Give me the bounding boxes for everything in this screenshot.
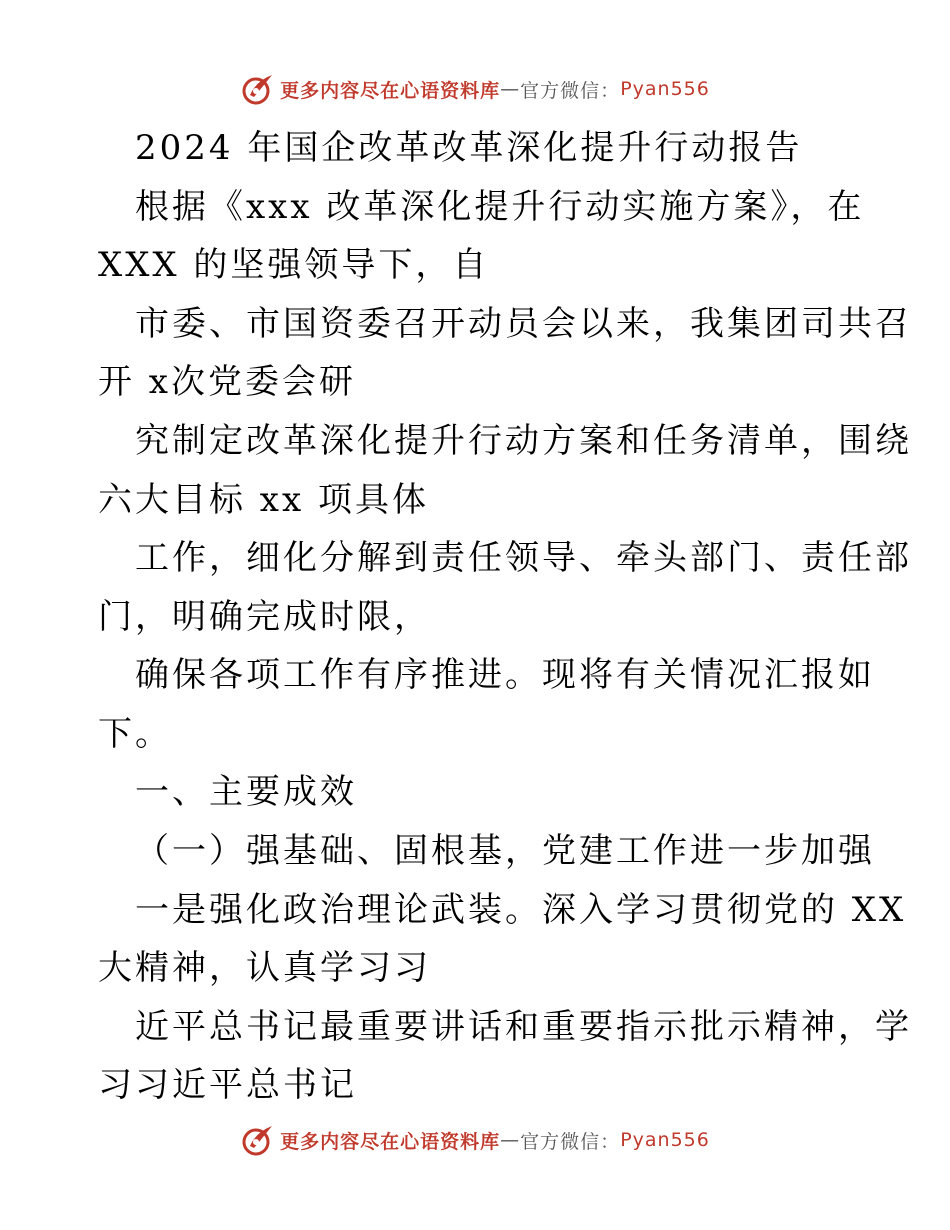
paragraph-line: 究制定改革深化提升行动方案和任务清单，围绕 xyxy=(135,421,912,461)
paragraph-line: 下。 xyxy=(98,714,172,754)
watermark-text: 更多内容尽在心语资料库 xyxy=(280,79,501,102)
watermark-label: 官方微信： xyxy=(520,79,621,102)
paragraph-line: 六大目标 xx 项具体 xyxy=(98,480,429,520)
footer-watermark xyxy=(0,1122,950,1158)
quill-logo-icon xyxy=(240,1122,276,1158)
watermark-account: Pyan556 xyxy=(620,1129,710,1151)
watermark-label: 官方微信： xyxy=(520,1130,621,1153)
quill-logo-icon xyxy=(240,71,276,107)
paragraph-line: 根据《xxx 改革深化提升行动实施方案》，在 xyxy=(135,187,865,227)
paragraph-line: 一是强化政治理论武装。深入学习贯彻党的 XX xyxy=(135,890,907,930)
paragraph-line: 大精神，认真学习习 xyxy=(98,948,431,988)
paragraph-line: 习习近平总书记 xyxy=(98,1065,357,1105)
paragraph-line: XXX 的坚强领导下，自 xyxy=(98,245,490,285)
header-watermark xyxy=(0,71,950,107)
watermark-dash: — xyxy=(500,1129,521,1151)
paragraph-line: 开 x次党委会研 xyxy=(98,362,356,402)
document-title: 2024 年国企改革改革深化提升行动报告 xyxy=(135,128,803,168)
section-heading: 一、主要成效 xyxy=(135,772,357,812)
paragraph-line: 确保各项工作有序推进。现将有关情况汇报如 xyxy=(135,655,875,695)
paragraph-line: 门，明确完成时限， xyxy=(98,597,431,637)
paragraph-line: 工作，细化分解到责任领导、牵头部门、责任部 xyxy=(135,538,912,578)
paragraph-line: 近平总书记最重要讲话和重要指示批示精神，学 xyxy=(135,1007,912,1047)
paragraph-line: 市委、市国资委召开动员会以来，我集团司共召 xyxy=(135,304,912,344)
watermark-account: Pyan556 xyxy=(620,78,710,100)
subsection-heading: （一）强基础、固根基，党建工作进一步加强 xyxy=(135,831,875,871)
watermark-text: 更多内容尽在心语资料库 xyxy=(280,1130,501,1153)
watermark-dash: — xyxy=(500,78,521,100)
